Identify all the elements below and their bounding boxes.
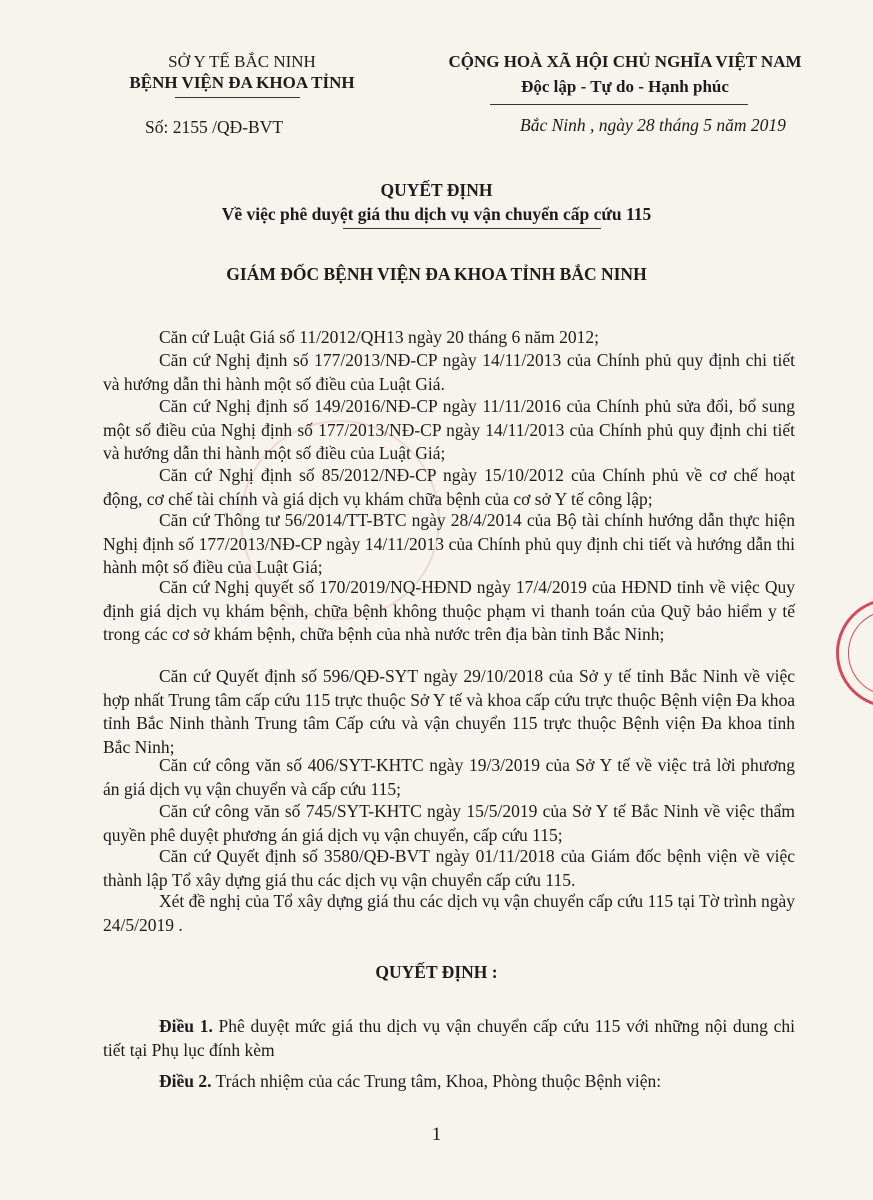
ground-8: Căn cứ công văn số 406/SYT-KHTC ngày 19/3/2019 của Sở Y tế về việc trả lời phương án giá dịch vụ vận chuyển và cấp cứu 115; bbox=[103, 755, 795, 799]
article-2 bbox=[103, 1070, 795, 1094]
doc-title: QUYẾT ĐỊNH bbox=[380, 180, 493, 200]
article-1-text: Phê duyệt mức giá thu dịch vụ vận chuyển cấp cứu 115 với những nội dung chi tiết tại Phụ lục đính kèm bbox=[103, 1016, 796, 1060]
nation-underline bbox=[490, 104, 748, 105]
ground-11: Xét đề nghị của Tổ xây dựng giá thu các dịch vụ vận chuyển cấp cứu 115 tại Tờ trình ngày 24/5/2019 . bbox=[103, 891, 795, 935]
doc-subject: Về việc phê duyệt giá thu dịch vụ vận chuyển cấp cứu 115 bbox=[221, 204, 652, 224]
ground-7: Căn cứ Quyết định số 596/QĐ-SYT ngày 29/10/2018 của Sở y tế tỉnh Bắc Ninh về việc hợp nhất Trung tâm cấp cứu 115 trực thuộc Sở Y tế và khoa cấp cứu trực thuộc Bệnh viện Đa khoa tỉnh Bắc Ninh thành Trung tâm Cấp cứu và vận chuyển 115 trực thuộc Bệnh viện Đa khoa tỉnh Bắc Ninh; bbox=[103, 666, 795, 757]
ground-3: Căn cứ Nghị định số 149/2016/NĐ-CP ngày 11/11/2016 của Chính phủ sửa đổi, bổ sung một số điều của Nghị định số 177/2013/NĐ-CP ngày 14/11/2013 của Chính phủ quy định chi tiết và hướng dẫn thi hành một số điều của Luật Giá; bbox=[103, 396, 795, 463]
ground-6: Căn cứ Nghị quyết số 170/2019/NQ-HĐND ngày 17/4/2019 của HĐND tỉnh về việc Quy định giá dịch vụ khám bệnh, chữa bệnh không thuộc phạm vi thanh toán của Quỹ bảo hiểm y tế trong các cơ sở khám bệnh, chữa bệnh của nhà nước trên địa bàn tỉnh Bắc Ninh; bbox=[103, 577, 795, 644]
article-2-text: Trách nhiệm của các Trung tâm, Khoa, Phòng thuộc Bệnh viện: bbox=[211, 1071, 662, 1091]
nation-line-2: Độc lập - Tự do - Hạnh phúc bbox=[521, 77, 729, 96]
authority-heading: GIÁM ĐỐC BỆNH VIỆN ĐA KHOA TỈNH BẮC NINH bbox=[226, 264, 647, 284]
place-date: Bắc Ninh , ngày 28 tháng 5 năm 2019 bbox=[520, 115, 786, 135]
subject-underline bbox=[343, 228, 601, 229]
ground-5: Căn cứ Thông tư 56/2014/TT-BTC ngày 28/4/2014 của Bộ tài chính hướng dẫn thực hiện Nghị định số 177/2013/NĐ-CP ngày 14/11/2013 của Chính phủ quy định chi tiết và hướng dẫn thi hành một số điều của Luật Giá; bbox=[103, 510, 795, 577]
doc-number: Số: 2155 /QĐ-BVT bbox=[145, 117, 284, 137]
ground-10: Căn cứ Quyết định số 3580/QĐ-BVT ngày 01/11/2018 của Giám đốc bệnh viện về việc thành lập Tổ xây dựng giá thu các dịch vụ vận chuyển cấp cứu 115. bbox=[103, 846, 795, 890]
page-number: 1 bbox=[431, 1124, 442, 1145]
org-underline bbox=[175, 97, 300, 98]
article-1-label: Điều 1. bbox=[159, 1016, 213, 1036]
decision-heading: QUYẾT ĐỊNH : bbox=[375, 962, 498, 982]
ground-9: Căn cứ công văn số 745/SYT-KHTC ngày 15/5/2019 của Sở Y tế Bắc Ninh về việc thẩm quyền phê duyệt phương án giá dịch vụ vận chuyển, cấp cứu 115; bbox=[103, 801, 795, 845]
ground-4: Căn cứ Nghị định số 85/2012/NĐ-CP ngày 15/10/2012 của Chính phủ về cơ chế hoạt động, cơ chế tài chính và giá dịch vụ khám chữa bệnh của cơ sở Y tế công lập; bbox=[103, 465, 795, 509]
article-1 bbox=[103, 1015, 795, 1062]
article-2-label: Điều 2. bbox=[159, 1071, 212, 1091]
org-line-1: SỞ Y TẾ BẮC NINH bbox=[168, 52, 316, 71]
nation-line-1: CỘNG HOÀ XÃ HỘI CHỦ NGHĨA VIỆT NAM bbox=[448, 52, 802, 71]
org-line-2: BỆNH VIỆN ĐA KHOA TỈNH bbox=[129, 73, 355, 92]
ground-1: Căn cứ Luật Giá số 11/2012/QH13 ngày 20 tháng 6 năm 2012; bbox=[159, 327, 599, 347]
ground-2: Căn cứ Nghị định số 177/2013/NĐ-CP ngày 14/11/2013 của Chính phủ quy định chi tiết và hướng dẫn thi hành một số điều của Luật Giá. bbox=[103, 350, 795, 394]
